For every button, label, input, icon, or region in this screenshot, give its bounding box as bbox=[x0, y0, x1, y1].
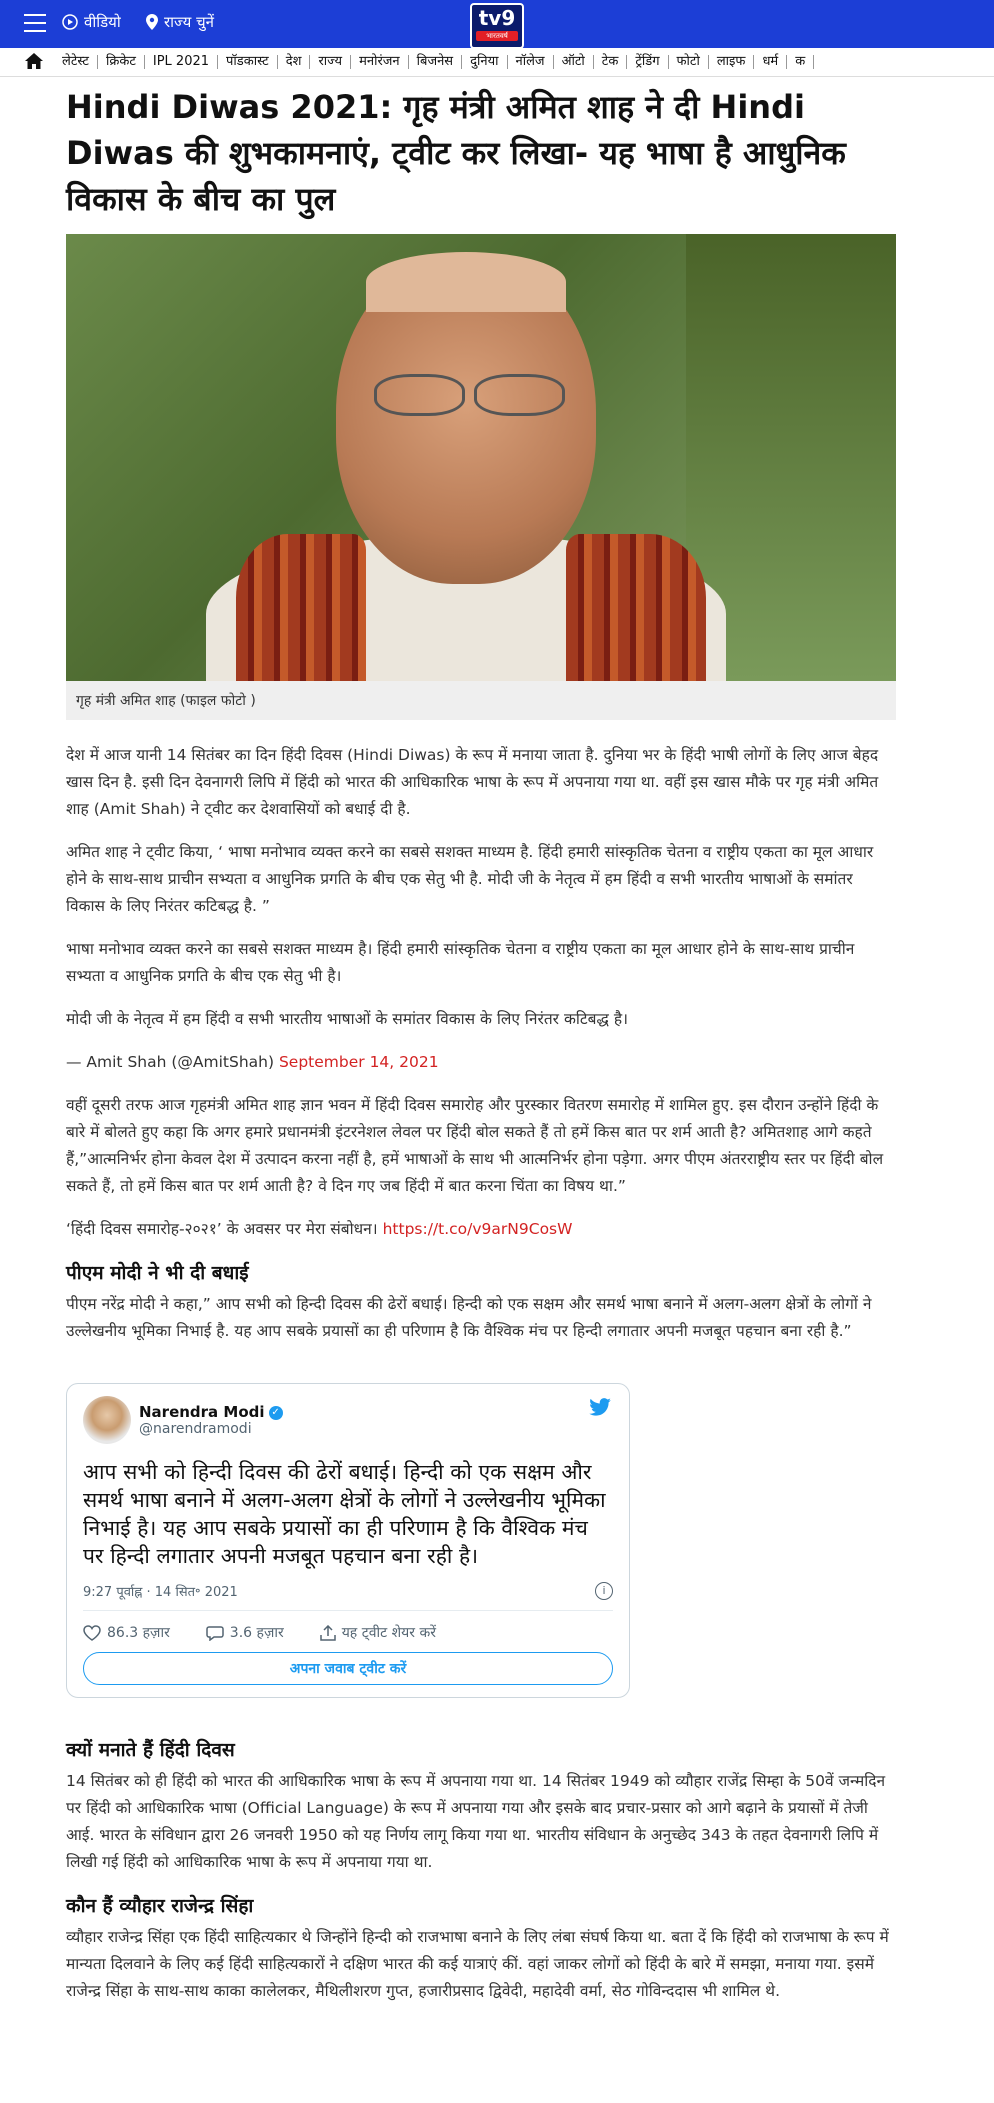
article bbox=[66, 76, 896, 2021]
embedded-tweet[interactable] bbox=[66, 1383, 630, 1698]
tweet-handle[interactable]: @narendramodi bbox=[139, 1421, 252, 1437]
nav-item[interactable]: देश bbox=[278, 55, 311, 69]
embed-link[interactable]: https://t.co/v9arN9CosW bbox=[382, 1220, 573, 1238]
info-icon[interactable]: i bbox=[595, 1582, 613, 1600]
nav-item[interactable]: ऑटो bbox=[554, 55, 594, 69]
tweet-author-name: Narendra Modi bbox=[139, 1403, 265, 1421]
nav-item[interactable]: नॉलेज bbox=[508, 55, 554, 69]
share-button[interactable] bbox=[320, 1623, 436, 1642]
nav-item[interactable]: दुनिया bbox=[462, 55, 507, 69]
embed-text: ‘हिंदी दिवस समारोह-२०२१’ के अवसर पर मेरा संबोधन। bbox=[66, 1220, 378, 1238]
nav-list bbox=[54, 48, 814, 69]
tweet-author[interactable] bbox=[139, 1403, 283, 1421]
nav-item[interactable]: धर्म bbox=[754, 55, 787, 69]
section-heading: क्यों मनाते हैं हिंदी दिवस bbox=[66, 1739, 235, 1761]
heart-icon bbox=[83, 1625, 101, 1641]
paragraph bbox=[66, 1216, 896, 1243]
tweet-text: आप सभी को हिन्दी दिवस की ढेरों बधाई। हिन्दी को एक सक्षम और समर्थ भाषा बनाने में अलग-अलग क्षेत्रों के लोगों ने उल्लेखनीय भूमिका निभाई है। यह आप सबके प्रयासों का ही परिणाम है कि वैश्विक मंच पर हिन्दी लगातार अपनी मजबूत पहचान बना रही है। bbox=[83, 1460, 606, 1568]
nav-item[interactable]: मनोरंजन bbox=[351, 55, 409, 69]
tv9-logo[interactable] bbox=[470, 3, 524, 49]
nav-item[interactable]: लेटेस्ट bbox=[54, 55, 98, 69]
section-heading: पीएम मोदी ने भी दी बधाई bbox=[66, 1262, 249, 1284]
tweet-timestamp[interactable]: 9:27 पूर्वाह्न · 14 सित॰ 2021 bbox=[83, 1585, 238, 1600]
article-hero-image bbox=[66, 234, 896, 681]
paragraph: अमित शाह ने ट्वीट किया, ‘ भाषा मनोभाव व्यक्त करने का सबसे सशक्त माध्यम है. हिंदी हमारी सांस्कृतिक चेतना व राष्ट्रीय एकता का मूल आधार होने के साथ-साथ प्राचीन सभ्यता व आधुनिक प्रगति के बीच एक सेतु भी है. मोदी जी के नेतृत्व में हम हिंदी व सभी भारतीय भाषाओं के समांतर विकास के लिए निरंतर कटिबद्ध है. ” bbox=[66, 843, 874, 915]
reply-count: 3.6 हज़ार bbox=[229, 1625, 284, 1641]
nav-item[interactable]: राज्य bbox=[310, 55, 351, 69]
tweet-actions bbox=[83, 1611, 613, 1652]
nav-item[interactable]: टेक bbox=[594, 55, 628, 69]
paragraph: देश में आज यानी 14 सितंबर का दिन हिंदी दिवस (Hindi Diwas) के रूप में मनाया जाता है. दुनिया भर के हिंदी भाषी लोगों के लिए आज बेहद खास दिन है. इसी दिन देवनागरी लिपि में हिंदी को भारत की आधिकारिक भाषा के रूप में अपनाया गया था. वहीं इस खास मौके पर गृह मंत्री अमित शाह (Amit Shah) ने ट्वीट कर देशवासियों को बधाई दी है. bbox=[66, 746, 879, 818]
like-count: 86.3 हज़ार bbox=[107, 1625, 170, 1641]
paragraph: व्यौहार राजेन्द्र सिंहा एक हिंदी साहित्यकार थे जिन्होंने हिन्दी को राजभाषा बनाने के लिए लंबा संघर्ष किया था. बता दें कि हिंदी को राजभाषा के रूप में मान्यता दिलवाने के लिए कई हिंदी साहित्यकारों ने दक्षिण भारत की कई यात्राएं कीं. वहां जाकर लोगों को हिंदी के बारे में समझा, मनाया गया. इसमें राजेन्द्र सिंहा के साथ-साथ काका कालेलकर, मैथिलीशरण गुप्त, हजारीप्रसाद द्विवेदी, महादेवी वर्मा, सेठ गोविन्ददास भी शामिल थे. bbox=[66, 1928, 889, 2000]
image-caption: गृह मंत्री अमित शाह (फाइल फोटो ) bbox=[66, 681, 896, 720]
comment-icon bbox=[206, 1625, 224, 1641]
category-nav bbox=[0, 48, 994, 77]
section-heading: कौन हैं व्यौहार राजेन्द्र सिंहा bbox=[66, 1895, 254, 1917]
quote-date-link[interactable]: September 14, 2021 bbox=[278, 1053, 439, 1071]
menu-icon[interactable] bbox=[24, 14, 46, 32]
paragraph: पीएम नरेंद्र मोदी ने कहा,” आप सभी को हिन्दी दिवस की ढेरों बधाई। हिन्दी को एक सक्षम और समर्थ भाषा बनाने में अलग-अलग क्षेत्रों के लोगों ने उल्लेखनीय भूमिका निभाई है. यह आप सबके प्रयासों का ही परिणाम है कि वैश्विक मंच पर हिन्दी लगातार अपनी मजबूत पहचान बना रही है.” bbox=[66, 1295, 872, 1340]
verified-icon: ✓ bbox=[269, 1406, 283, 1420]
nav-item[interactable]: ट्रेंडिंग bbox=[627, 55, 668, 69]
nav-item[interactable]: पॉडकास्ट bbox=[218, 55, 278, 69]
nav-item[interactable]: क bbox=[787, 55, 814, 69]
share-label: यह ट्वीट शेयर करें bbox=[341, 1625, 436, 1641]
paragraph: वहीं दूसरी तरफ आज गृहमंत्री अमित शाह ज्ञान भवन में हिंदी दिवस समारोह और पुरस्कार वितरण समारोह में शामिल हुए. इस दौरान उन्होंने हिंदी के बारे में बोलते हुए कहा कि अगर हमारे प्रधानमंत्री इंटरनेशल लेवल पर हिंदी बोल सकते हैं तो हमें किस बात पर शर्म आती है? अमितशाह आगे कहते हैं,”आत्मनिर्भर होना केवल देश में उत्पादन करना नहीं है, हमें भाषाओं के साथ भी आत्मनिर्भर होना पड़ेगा. अगर पीएम अंतरराष्ट्रीय स्तर पर हिंदी बोल सकते हैं, तो हमें किस बात पर शर्म आती है? वे दिन गए जब हिंदी में बात करना चिंता का विषय था.” bbox=[66, 1096, 884, 1195]
nav-item[interactable]: बिजनेस bbox=[409, 55, 462, 69]
quote-attribution bbox=[66, 1049, 896, 1076]
video-label: वीडियो bbox=[84, 13, 121, 31]
tweet-reply-button[interactable]: अपना जवाब ट्वीट करें bbox=[83, 1652, 613, 1685]
nav-item[interactable]: क्रिकेट bbox=[98, 55, 145, 69]
logo-text: tv9 bbox=[478, 6, 516, 30]
video-link[interactable] bbox=[62, 12, 121, 32]
location-pin-icon bbox=[146, 14, 158, 30]
share-icon bbox=[320, 1625, 336, 1641]
avatar[interactable] bbox=[83, 1396, 131, 1444]
quote-author: — Amit Shah (@AmitShah) bbox=[66, 1053, 275, 1071]
play-icon bbox=[62, 14, 78, 30]
paragraph: भाषा मनोभाव व्यक्त करने का सबसे सशक्त माध्यम है। हिंदी हमारी सांस्कृतिक चेतना व राष्ट्रीय एकता का मूल आधार होने के साथ-साथ प्राचीन सभ्यता व आधुनिक प्रगति के बीच एक सेतु भी है। bbox=[66, 940, 855, 985]
logo-subtitle: भारतवर्ष bbox=[476, 31, 518, 41]
nav-item[interactable]: लाइफ bbox=[709, 55, 755, 69]
article-title: Hindi Diwas 2021: गृह मंत्री अमित शाह ने दी Hindi Diwas की शुभकामनाएं, ट्वीट कर लिखा- यह भाषा है आधुनिक विकास के बीच का पुल bbox=[66, 88, 846, 218]
like-button[interactable] bbox=[83, 1623, 170, 1642]
reply-button[interactable] bbox=[206, 1623, 284, 1642]
paragraph: मोदी जी के नेतृत्व में हम हिंदी व सभी भारतीय भाषाओं के समांतर विकास के लिए निरंतर कटिबद्ध है। bbox=[66, 1010, 628, 1028]
state-select[interactable] bbox=[146, 12, 214, 32]
state-label: राज्य चुनें bbox=[164, 13, 214, 31]
nav-item[interactable]: IPL 2021 bbox=[145, 55, 218, 69]
twitter-bird-icon[interactable] bbox=[589, 1398, 611, 1416]
paragraph: 14 सितंबर को ही हिंदी को भारत की आधिकारिक भाषा के रूप में अपनाया गया था. 14 सितंबर 1949 को व्यौहार राजेंद्र सिम्हा के 50वें जन्मदिन पर हिंदी को आधिकारिक भाषा (Official Language) के रूप में अपनाया गया और इसके बाद प्रचार-प्रसार को आगे बढ़ाने के प्रयासों में तेजी आई. भारत के संविधान द्वारा 26 जनवरी 1950 को यह निर्णय लागू किया गया था. भारतीय संविधान के अनुच्छेद 343 के तहत देवनागरी लिपि में लिखी गई हिंदी को आधिकारिक भाषा के रूप में अपनाया गया था. bbox=[66, 1772, 886, 1871]
nav-item[interactable]: फोटो bbox=[669, 55, 709, 69]
home-icon[interactable] bbox=[24, 52, 44, 70]
tweet-timestamp-row bbox=[83, 1582, 613, 1611]
top-bar bbox=[0, 0, 994, 48]
